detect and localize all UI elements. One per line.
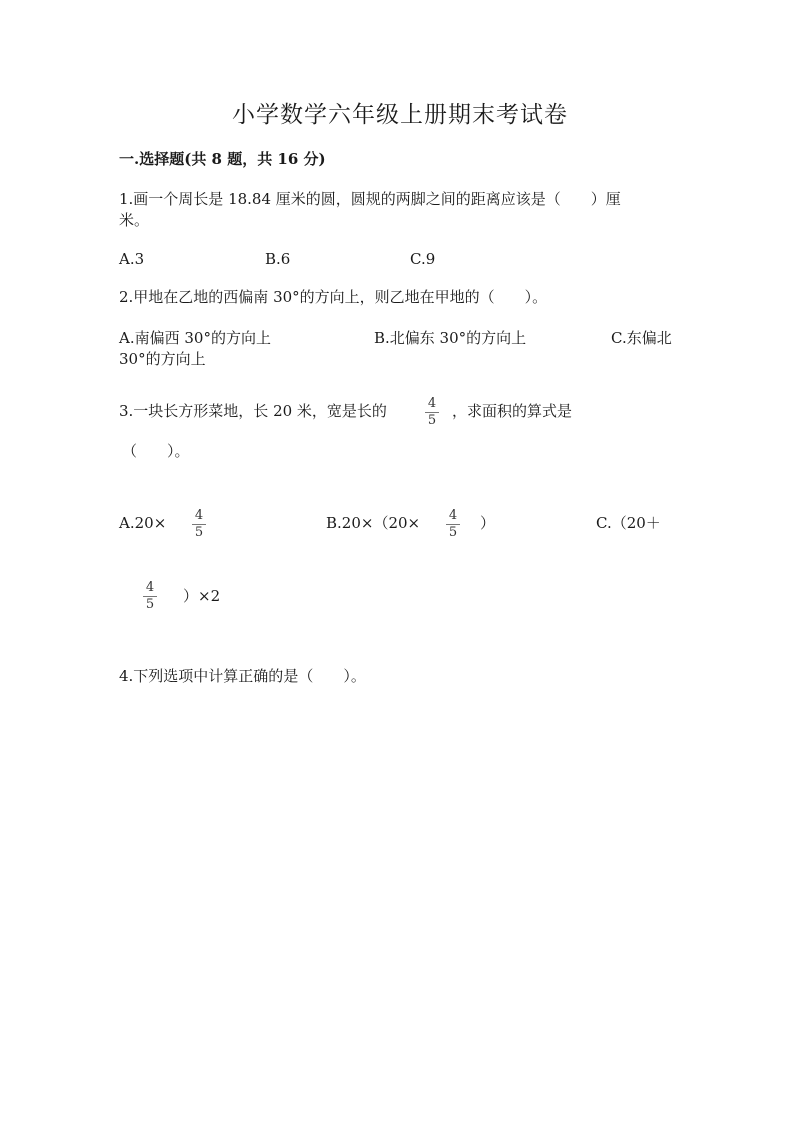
fraction-numerator: 4 [427,396,437,411]
section-heading: 一.选择题(共 8 题，共 16 分) [119,150,326,168]
question-3-option-b-close: ） [480,514,496,532]
question-1-line-2: 米。 [119,211,150,229]
fraction-numerator: 4 [145,580,155,595]
question-3-option-b-fraction [444,508,462,541]
fraction-denominator: 5 [427,413,437,428]
question-2-option-c: C.东偏北 [611,329,672,347]
question-2-option-c-continued: 30°的方向上 [119,350,206,368]
question-3-fraction [423,396,441,429]
question-2-line-1: 2.甲地在乙地的西偏南 30°的方向上，则乙地在甲地的（ ）。 [119,288,548,306]
page-title: 小学数学六年级上册期末考试卷 [232,102,568,128]
question-1-option-b: B.6 [265,250,291,268]
question-3-option-a-fraction [190,508,208,541]
question-3-option-c-fraction [141,580,159,613]
question-4-line-1: 4.下列选项中计算正确的是（ ）。 [119,667,366,685]
fraction-denominator: 5 [448,525,458,540]
question-3-option-b: B.20×（20× [326,514,421,532]
question-1-option-c: C.9 [410,250,436,268]
question-1-option-a: A.3 [119,250,145,268]
question-2-option-a: A.南偏西 30°的方向上 [119,329,271,347]
question-3-line-1-part-1: 3.一块长方形菜地，长 20 米，宽是长的 [119,402,387,420]
question-3-line-2: （ ）。 [122,442,190,460]
question-3-option-c-continued: ）×2 [183,587,221,605]
question-3-option-c: C.（20＋ [596,514,661,532]
question-2-option-b: B.北偏东 30°的方向上 [374,329,527,347]
fraction-denominator: 5 [145,597,155,612]
fraction-denominator: 5 [194,525,204,540]
fraction-numerator: 4 [448,508,458,523]
question-3-line-1-part-2: ，求面积的算式是 [452,402,573,420]
question-1-line-1: 1.画一个周长是 18.84 厘米的圆，圆规的两脚之间的距离应该是（ ）厘 [119,190,621,208]
fraction-numerator: 4 [194,508,204,523]
question-3-option-a: A.20× [119,514,167,532]
